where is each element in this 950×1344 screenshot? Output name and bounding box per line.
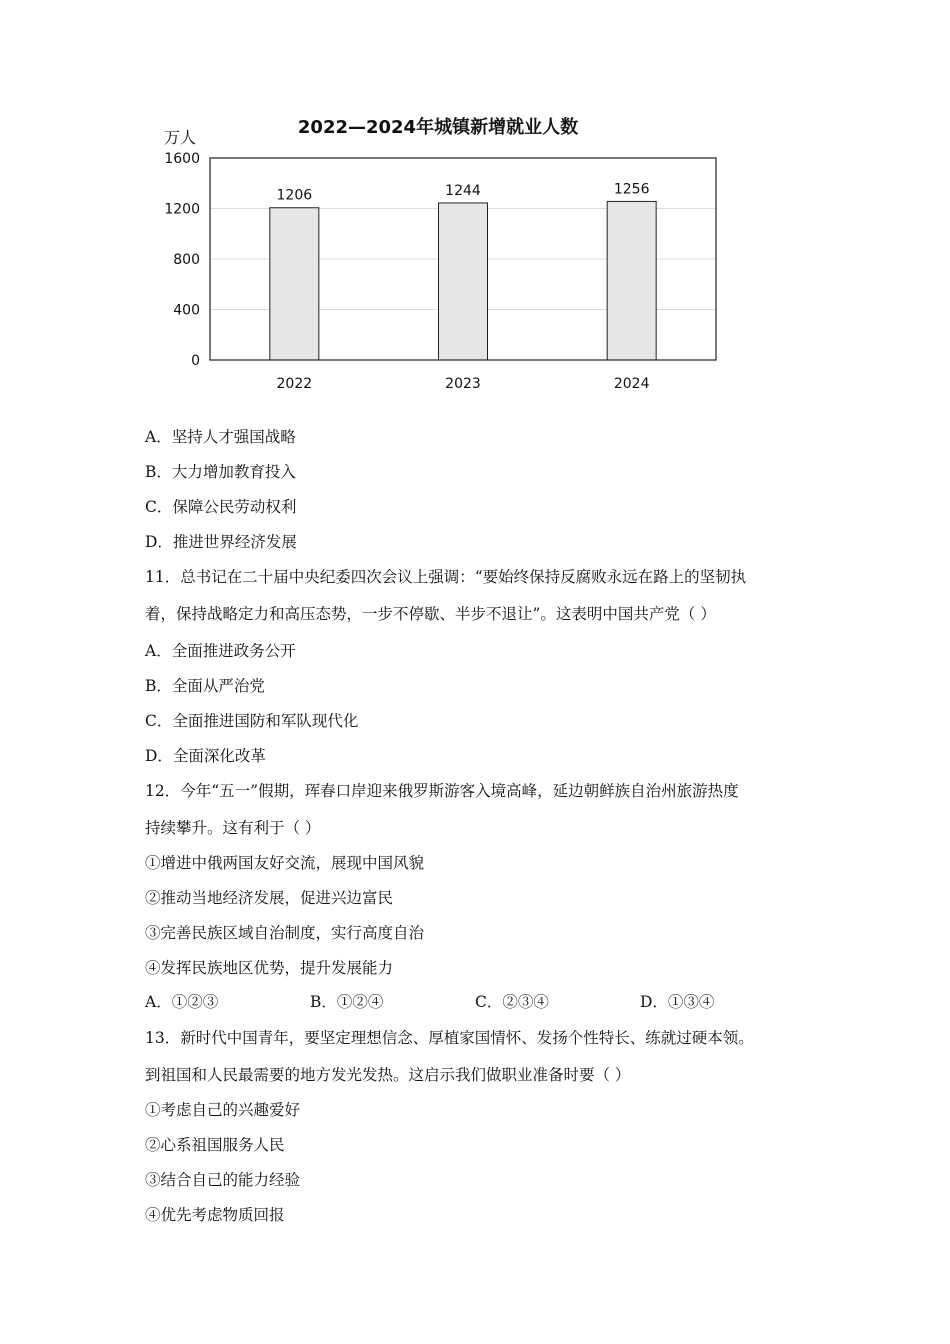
x-tick-label: 2022 xyxy=(276,376,313,392)
data-label-2024: 1256 xyxy=(613,181,650,198)
q10-option-b[interactable]: B．大力增加教育投入 xyxy=(145,463,296,481)
x-tick-label: 2023 xyxy=(445,376,481,392)
q12-option-d[interactable]: D．①③④ xyxy=(640,993,715,1011)
y-tick-label: 0 xyxy=(191,353,200,369)
data-label-2022: 1206 xyxy=(276,187,313,204)
q11-stem-line1: 11．总书记在二十届中央纪委四次会议上强调：“要始终保持反腐败永远在路上的坚韧执 xyxy=(145,568,747,586)
q11-option-d[interactable]: D．全面深化改革 xyxy=(145,747,266,765)
q12-stem-line2: 持续攀升。这有利于（ ） xyxy=(145,819,321,837)
chart-title: 2022—2024年城镇新增就业人数 xyxy=(297,117,579,138)
q13-stem-line2: 到祖国和人民最需要的地方发光发热。这启示我们做职业准备时要（ ） xyxy=(145,1066,631,1084)
y-tick-label: 1200 xyxy=(164,201,200,218)
x-tick-label: 2024 xyxy=(613,376,650,392)
y-tick-label: 800 xyxy=(173,252,200,268)
employment-bar-chart xyxy=(150,108,750,408)
q12-item-1: ①增进中俄两国友好交流，展现中国风貌 xyxy=(145,854,425,872)
q12-option-a[interactable]: A．①②③ xyxy=(145,993,219,1011)
q12-stem-line1: 12．今年“五一”假期，珲春口岸迎来俄罗斯游客入境高峰，延边朝鲜族自治州旅游热度 xyxy=(145,782,739,800)
y-tick-label: 1600 xyxy=(164,151,200,167)
q11-option-a[interactable]: A．全面推进政务公开 xyxy=(145,642,296,660)
y-axis-label: 万人 xyxy=(164,128,197,147)
q10-option-a[interactable]: A．坚持人才强国战略 xyxy=(145,428,296,446)
q13-item-3: ③结合自己的能力经验 xyxy=(145,1171,301,1189)
q13-item-4: ④优先考虑物质回报 xyxy=(145,1206,285,1224)
q12-option-b[interactable]: B．①②④ xyxy=(310,993,384,1011)
bar-2024 xyxy=(607,201,656,360)
q11-option-c[interactable]: C．全面推进国防和军队现代化 xyxy=(145,712,359,730)
q11-option-b[interactable]: B．全面从严治党 xyxy=(145,677,265,695)
data-label-2023: 1244 xyxy=(445,182,481,199)
y-tick-label: 400 xyxy=(173,302,200,319)
q13-item-2: ②心系祖国服务人民 xyxy=(145,1136,285,1154)
q13-item-1: ①考虑自己的兴趣爱好 xyxy=(145,1101,301,1119)
q10-option-d[interactable]: D．推进世界经济发展 xyxy=(145,533,297,551)
bar-2023 xyxy=(439,203,488,360)
bar-2022 xyxy=(270,208,319,360)
q12-option-c[interactable]: C．②③④ xyxy=(475,993,549,1011)
q12-item-3: ③完善民族区域自治制度，实行高度自治 xyxy=(145,924,425,942)
q12-item-2: ②推动当地经济发展，促进兴边富民 xyxy=(145,889,394,907)
q10-option-c[interactable]: C．保障公民劳动权利 xyxy=(145,498,297,516)
q11-stem-line2: 着，保持战略定力和高压态势，一步不停歇、半步不退让”。这表明中国共产党（ ） xyxy=(145,605,716,623)
q12-item-4: ④发挥民族地区优势，提升发展能力 xyxy=(145,959,394,977)
q13-stem-line1: 13．新时代中国青年，要坚定理想信念、厚植家国情怀、发扬个性特长、练就过硬本领。 xyxy=(145,1029,754,1047)
